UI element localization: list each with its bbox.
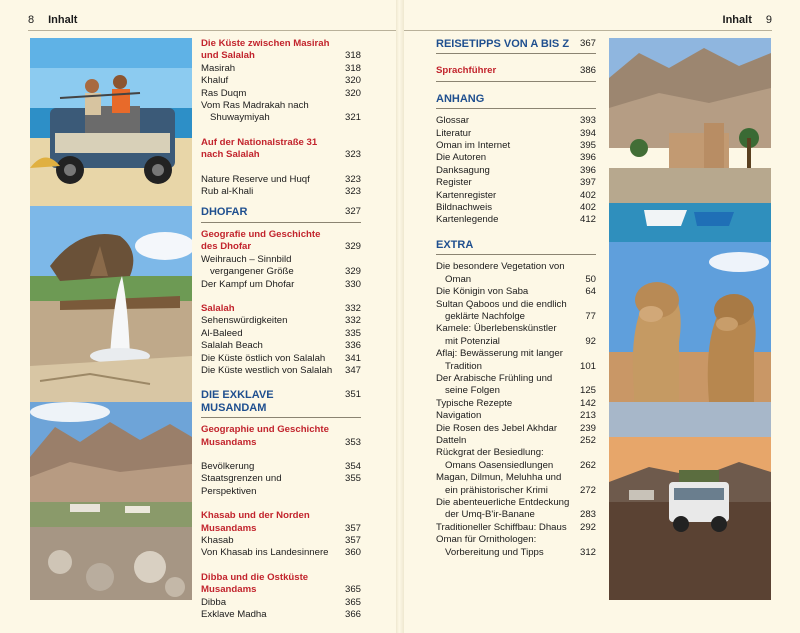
photo-jeep-sunset — [609, 402, 771, 600]
toc-entry-text: Nature Reserve und Huqf — [201, 173, 310, 185]
right-header-title: Inhalt — [722, 14, 752, 26]
toc-heading-line2: Musandams — [201, 436, 257, 448]
chapter-title: EXTRA — [436, 238, 474, 251]
spacer — [201, 162, 361, 174]
chapter-title: REISETIPPS VON A BIS Z — [436, 38, 570, 50]
toc-chapter-extra — [436, 239, 596, 255]
toc-entry — [436, 410, 596, 422]
toc-entry-page: 360 — [344, 547, 361, 559]
toc-entry — [436, 140, 596, 152]
spacer — [436, 227, 596, 239]
toc-entry — [201, 88, 361, 100]
toc-chapter-reisetipps — [436, 38, 596, 54]
toc-entry-text: Navigation — [436, 410, 482, 422]
toc-entry-page: 330 — [344, 278, 361, 290]
toc-entry-text: Khasab — [201, 535, 234, 546]
toc-entry-page: 101 — [579, 360, 596, 372]
toc-entry-text: Al-Baleed — [201, 327, 243, 339]
toc-entry-text: Exklave Madha — [201, 609, 267, 621]
toc-entry-page: 402 — [579, 202, 596, 214]
toc-chapter-dhofar — [201, 206, 361, 222]
toc-page: 357 — [344, 522, 361, 534]
toc-entry-text-line2: der Umq-B'ir-Banane — [445, 509, 535, 521]
toc-section — [201, 424, 361, 449]
toc-entry — [201, 328, 361, 340]
toc-entry-text: Rückgrat der Besiedlung: — [436, 447, 544, 459]
toc-entry-text-line2: mit Potenzial — [445, 335, 500, 347]
toc-chapter-anhang — [436, 93, 596, 109]
toc-entry — [436, 323, 596, 348]
toc-entry — [436, 286, 596, 298]
toc-entry — [201, 315, 361, 327]
toc-entry-text-line2: vergangener Größe — [210, 266, 294, 278]
toc-entry-page: 394 — [579, 127, 596, 139]
toc-entry-text: Die Rosen des Jebel Akhdar — [436, 422, 558, 434]
toc-entry — [436, 373, 596, 398]
toc-entry-text: Der Kampf um Dhofar — [201, 278, 295, 290]
toc-entry-page: 320 — [344, 75, 361, 87]
toc-page: 329 — [344, 241, 361, 253]
book-gutter — [396, 0, 404, 633]
toc-entry — [436, 398, 596, 410]
left-page-number: 8 — [28, 14, 35, 26]
toc-entry-text: Aflaj: Bewässerung mit langer — [436, 348, 563, 360]
toc-entry — [201, 461, 361, 473]
toc-entry-text: Kartenlegende — [436, 214, 499, 226]
toc-entry-text: Khaluf — [201, 75, 229, 87]
toc-entry-page: 318 — [344, 62, 361, 74]
toc-entry — [436, 177, 596, 189]
toc-entry-page: 347 — [344, 364, 361, 376]
toc-entry — [436, 202, 596, 214]
toc-heading: Die Küste zwischen Masirah — [201, 38, 330, 49]
toc-entry-text: Bevölkerung — [201, 460, 255, 472]
toc-entry — [201, 174, 361, 186]
toc-entry-text: Literatur — [436, 127, 472, 139]
toc-entry-page: 125 — [579, 385, 596, 397]
toc-entry-page: 92 — [585, 335, 596, 347]
toc-entry-page: 393 — [579, 115, 596, 127]
toc-entry-text: Der Arabische Frühling und — [436, 372, 553, 384]
toc-entry-page: 357 — [344, 535, 361, 546]
toc-entry-text: Die besondere Vegetation von — [436, 261, 565, 273]
toc-entry — [436, 165, 596, 177]
toc-page: 353 — [344, 436, 361, 448]
toc-entry — [201, 75, 361, 87]
toc-heading-line2: Musandams — [201, 584, 257, 596]
toc-heading: Geographie und Geschichte — [201, 424, 329, 436]
toc-entry-text: Traditioneller Schiffbau: Dhaus — [436, 521, 567, 533]
toc-heading-line2: Musandams — [201, 522, 257, 534]
toc-entry — [201, 547, 361, 559]
toc-entry — [201, 279, 361, 291]
toc-entry-page: 323 — [344, 186, 361, 198]
toc-entry-page: 283 — [579, 509, 596, 521]
left-page — [0, 0, 396, 633]
toc-entry-text: Vom Ras Madrakah nach — [201, 100, 309, 112]
toc-heading: Dibba und die Ostküste — [201, 571, 309, 583]
right-header-rule — [404, 30, 772, 31]
toc-entry-text: Die Küste westlich von Salalah — [201, 364, 333, 376]
toc-entry-page: 341 — [344, 352, 361, 364]
toc-entry-text: Sehenswürdigkeiten — [201, 315, 288, 327]
toc-entry-text-line2: geklärte Nachfolge — [445, 310, 525, 322]
toc-heading: Khasab und der Norden — [201, 510, 310, 522]
toc-entry-page: 323 — [344, 173, 361, 185]
toc-entry — [201, 609, 361, 621]
spacer — [201, 377, 361, 389]
photo-truck-beach — [30, 38, 192, 206]
toc-entry — [436, 261, 596, 286]
toc-entry-page: 332 — [344, 315, 361, 327]
toc-entry — [436, 435, 596, 447]
toc-section — [201, 38, 361, 63]
toc-entry-text: Rub al-Khali — [201, 186, 254, 198]
toc-section — [201, 229, 361, 254]
toc-entry — [436, 534, 596, 559]
toc-entry — [201, 597, 361, 609]
toc-entry-page: 312 — [579, 546, 596, 558]
toc-entry-text: Datteln — [436, 434, 467, 446]
toc-entry — [201, 365, 361, 377]
left-header — [28, 14, 77, 26]
toc-entry — [436, 128, 596, 140]
toc-entry-text: Die Autoren — [436, 152, 487, 164]
toc-heading: Salalah — [201, 302, 235, 314]
spacer — [201, 291, 361, 303]
chapter-page: 367 — [579, 38, 596, 49]
toc-entry — [436, 152, 596, 164]
toc-entry-page: 402 — [579, 189, 596, 201]
toc-entry-text-line2: Oman — [445, 273, 472, 285]
toc-entry-page: 395 — [579, 140, 596, 152]
toc-chapter-musandam — [201, 389, 361, 418]
toc-entry-text: Dibba — [201, 596, 227, 608]
toc-entry — [436, 299, 596, 324]
toc-entry-page: 329 — [344, 266, 361, 278]
photo-camels — [609, 242, 771, 402]
toc-heading: Sprachführer — [436, 65, 497, 77]
toc-entry — [201, 100, 361, 125]
toc-section — [201, 303, 361, 315]
toc-section — [201, 510, 361, 535]
spacer — [201, 560, 361, 572]
toc-entry — [201, 63, 361, 75]
toc-entry-text: Danksagung — [436, 164, 490, 176]
toc-entry-page: 354 — [344, 460, 361, 472]
right-toc-column — [436, 38, 596, 559]
toc-entry-page: 355 — [344, 473, 361, 485]
toc-entry-text: Masirah — [201, 62, 236, 74]
toc-entry-page: 321 — [344, 112, 361, 124]
toc-section — [201, 572, 361, 597]
chapter-title: ANHANG — [436, 92, 485, 105]
right-page — [404, 0, 800, 633]
toc-entry-text-line2: ein prähistorischer Krimi — [445, 484, 548, 496]
spacer — [201, 198, 361, 206]
toc-entry-text: Die Küste östlich von Salalah — [201, 352, 326, 364]
photo-fort-boats — [609, 38, 771, 242]
toc-page: 365 — [344, 584, 361, 596]
toc-page: 323 — [344, 149, 361, 161]
toc-entry — [201, 254, 361, 279]
toc-entry-text: Oman im Internet — [436, 140, 511, 152]
toc-heading: Geografie und Geschichte — [201, 228, 321, 240]
toc-entry-text: Ras Duqm — [201, 87, 247, 99]
toc-entry-text: Register — [436, 177, 472, 189]
toc-entry — [201, 473, 361, 498]
toc-entry-page: 397 — [579, 177, 596, 189]
spacer — [201, 125, 361, 137]
toc-entry-text: Salalah Beach — [201, 340, 263, 352]
photo-blowhole — [30, 206, 192, 402]
toc-section — [201, 137, 361, 162]
left-header-title: Inhalt — [48, 14, 78, 26]
toc-entry-text: Kamele: Überlebenskünstler — [436, 323, 557, 335]
toc-entry — [436, 115, 596, 127]
toc-entry-page: 335 — [344, 327, 361, 339]
toc-entry-page: 239 — [579, 422, 596, 434]
toc-entry-page: 213 — [579, 410, 596, 422]
toc-entry-text: Oman für Ornithologen: — [436, 534, 537, 546]
toc-entry-text-line2: Vorbereitung und Tipps — [445, 546, 544, 558]
toc-entry-text: Glossar — [436, 115, 470, 127]
toc-entry-text: Von Khasab ins Landesinnere — [201, 547, 329, 559]
toc-entry-page: 365 — [344, 596, 361, 608]
toc-entry-text: Typische Rezepte — [436, 397, 513, 409]
toc-entry-page: 336 — [344, 340, 361, 352]
toc-entry-page: 252 — [579, 434, 596, 446]
toc-page: 386 — [579, 65, 596, 77]
toc-heading: Auf der Nationalstraße 31 — [201, 136, 318, 148]
toc-entry-page: 396 — [579, 164, 596, 176]
toc-entry-page: 366 — [344, 609, 361, 621]
toc-entry-text-line2: Shuwaymiyah — [210, 112, 270, 124]
toc-entry-page: 64 — [585, 286, 596, 298]
toc-entry — [201, 535, 361, 547]
toc-entry-text: Sultan Qaboos und die endlich — [436, 298, 567, 310]
toc-entry-text: Magan, Dilmun, Meluhha und — [436, 472, 562, 484]
spacer — [201, 449, 361, 461]
right-page-number: 9 — [765, 14, 772, 26]
toc-page: 332 — [344, 302, 361, 314]
left-toc-column — [201, 38, 361, 621]
toc-entry-text: Staatsgrenzen und Perspektiven — [201, 473, 282, 497]
toc-entry — [201, 353, 361, 365]
chapter-page: 327 — [344, 206, 361, 218]
right-header — [723, 14, 772, 26]
photo-musandam — [30, 402, 192, 600]
toc-entry-page: 292 — [579, 521, 596, 533]
toc-entry-page: 272 — [579, 484, 596, 496]
toc-entry-page: 77 — [585, 310, 596, 322]
toc-entry — [436, 472, 596, 497]
left-header-rule — [28, 30, 396, 31]
toc-entry-text: Bildnachweis — [436, 202, 492, 214]
toc-heading-line2: und Salalah — [201, 50, 255, 62]
toc-entry-page: 142 — [579, 397, 596, 409]
toc-entry — [436, 447, 596, 472]
toc-entry — [436, 522, 596, 534]
toc-entry-text: Weihrauch – Sinnbild — [201, 253, 292, 265]
toc-entry-text: Kartenregister — [436, 189, 497, 201]
toc-entry-text-line2: Tradition — [445, 360, 482, 372]
toc-entry — [436, 348, 596, 373]
chapter-title: DIE EXKLAVE MUSANDAM — [201, 389, 274, 414]
chapter-title: DHOFAR — [201, 206, 248, 219]
toc-page: 318 — [344, 50, 361, 62]
toc-entry — [436, 214, 596, 226]
toc-heading-line2: nach Salalah — [201, 149, 260, 161]
toc-entry — [436, 423, 596, 435]
toc-section-sprachfuehrer — [436, 65, 596, 81]
toc-entry — [436, 497, 596, 522]
toc-entry-text-line2: Omans Oasensiedlungen — [445, 459, 554, 471]
toc-entry-text: Die Königin von Saba — [436, 286, 529, 298]
toc-entry-text-line2: seine Folgen — [445, 385, 500, 397]
toc-entry — [436, 190, 596, 202]
toc-entry-page: 50 — [585, 273, 596, 285]
toc-heading-line2: des Dhofar — [201, 241, 252, 253]
toc-entry-page: 412 — [579, 214, 596, 226]
chapter-page: 351 — [344, 389, 361, 401]
toc-entry-page: 262 — [579, 459, 596, 471]
toc-entry — [201, 340, 361, 352]
toc-entry-page: 396 — [579, 152, 596, 164]
spacer — [201, 498, 361, 510]
toc-entry — [201, 186, 361, 198]
toc-entry-text: Die abenteuerliche Entdeckung — [436, 497, 570, 508]
toc-entry-page: 320 — [344, 87, 361, 99]
